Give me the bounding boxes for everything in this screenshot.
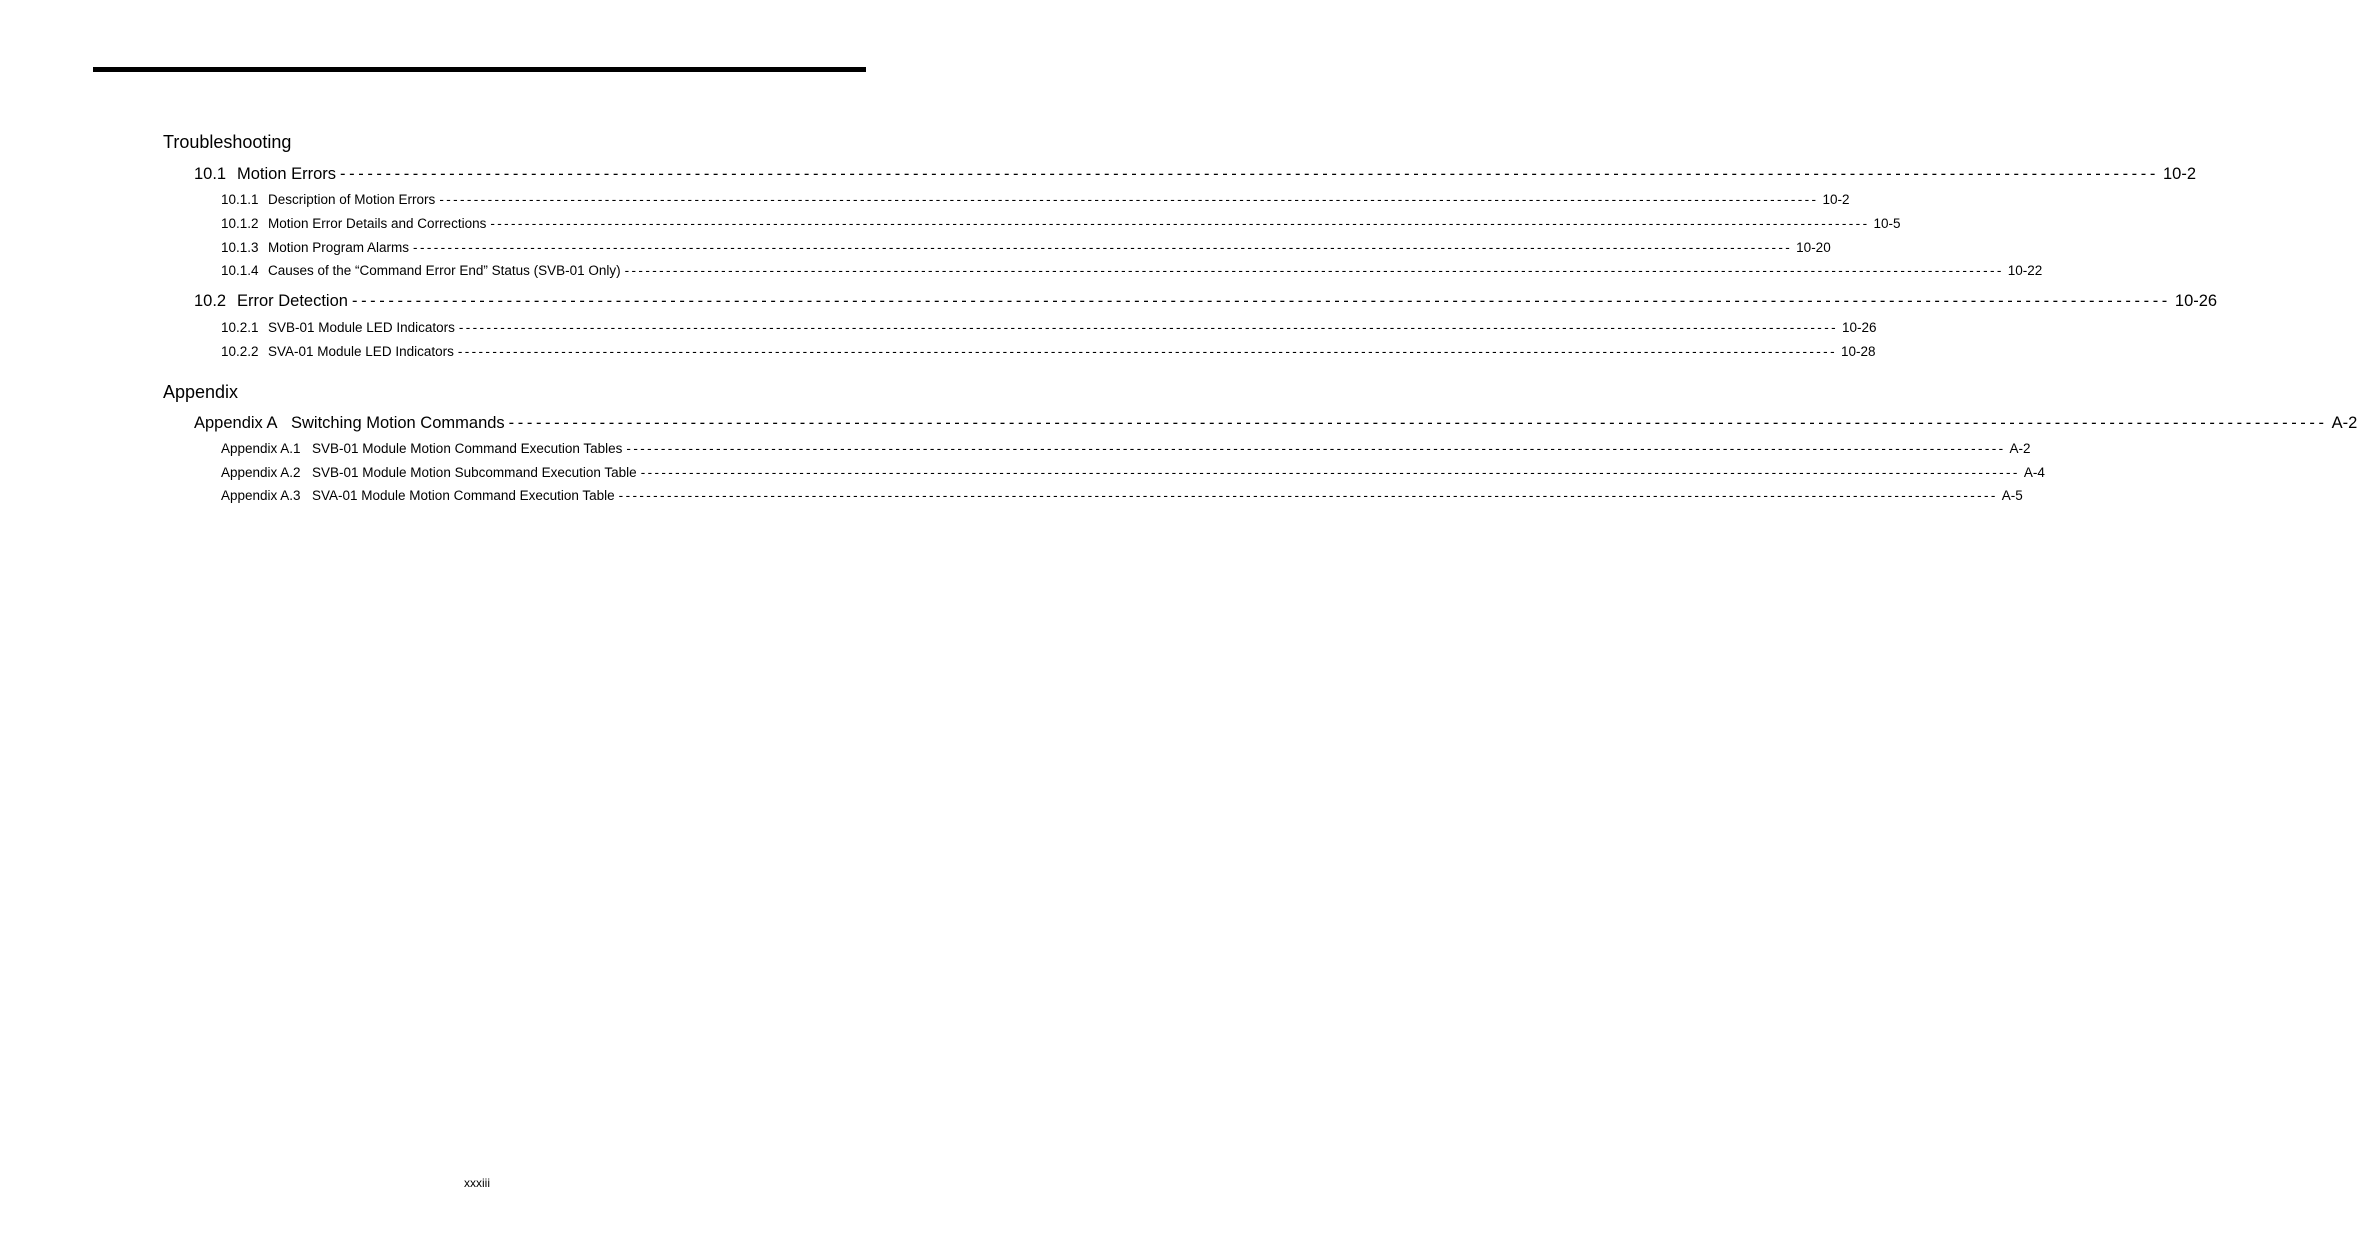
- toc-number: 10.1.4: [221, 263, 259, 278]
- toc-leader: --------------------------------------------------------------------------------------------------------------------------------------------------------------------------------------------------------: [508, 414, 2328, 432]
- toc-entry-appendix-a-2[interactable]: [221, 465, 2045, 480]
- toc-page: 10-2: [2162, 165, 2196, 183]
- toc-number: Appendix A.1: [221, 441, 301, 456]
- toc-leader: --------------------------------------------------------------------------------------------------------------------------------------------------------------------------------------------------------: [340, 165, 2159, 183]
- toc-number: 10.2.1: [221, 320, 259, 335]
- toc-entry-10-2-2[interactable]: [221, 344, 1876, 359]
- toc-number: 10.2.2: [221, 344, 259, 359]
- toc-entry-appendix-a-3[interactable]: [221, 488, 2023, 503]
- toc-title: Description of Motion Errors: [268, 192, 436, 207]
- toc-title: Causes of the “Command Error End” Status (SVB-01 Only): [268, 263, 621, 278]
- toc-entry-appendix-a[interactable]: [194, 414, 2357, 433]
- toc-entry-10-1-1[interactable]: [221, 192, 1850, 207]
- toc-number: 10.1.2: [221, 216, 259, 231]
- toc-entry-appendix-a-1[interactable]: [221, 441, 2031, 456]
- toc-title: SVB-01 Module Motion Subcommand Execution Table: [312, 465, 637, 480]
- section-heading-appendix: Appendix: [163, 382, 239, 402]
- toc-number: 10.1.1: [221, 192, 259, 207]
- toc-title: SVB-01 Module Motion Command Execution Tables: [312, 441, 623, 456]
- toc-title: Switching Motion Commands: [291, 414, 505, 432]
- toc-leader: --------------------------------------------------------------------------------------------------------------------------------------------------------------------------------------------------------: [624, 263, 2004, 278]
- toc-entry-10-1-4[interactable]: [221, 263, 2043, 278]
- toc-number: 10.1.3: [221, 240, 259, 255]
- toc-leader: --------------------------------------------------------------------------------------------------------------------------------------------------------------------------------------------------------: [458, 320, 1838, 335]
- toc-leader: --------------------------------------------------------------------------------------------------------------------------------------------------------------------------------------------------------: [457, 344, 1837, 359]
- toc-page: 10-2: [1822, 192, 1850, 207]
- toc-title: Motion Error Details and Corrections: [268, 216, 487, 231]
- toc-leader: --------------------------------------------------------------------------------------------------------------------------------------------------------------------------------------------------------: [618, 488, 1998, 503]
- toc-title: Motion Errors: [237, 165, 337, 183]
- toc-number: 10.1: [194, 165, 227, 183]
- toc-number: Appendix A.3: [221, 488, 301, 503]
- toc-number: 10.2: [194, 292, 227, 310]
- toc-page: A-5: [2001, 488, 2023, 503]
- toc-leader: --------------------------------------------------------------------------------------------------------------------------------------------------------------------------------------------------------: [351, 292, 2171, 310]
- toc-title: SVA-01 Module Motion Command Execution Table: [312, 488, 615, 503]
- top-rule: [93, 67, 866, 72]
- toc-page: 10-26: [1841, 320, 1877, 335]
- toc-page: 10-26: [2174, 292, 2218, 310]
- toc-page: 10-5: [1873, 216, 1901, 231]
- toc-number: Appendix A: [194, 414, 278, 432]
- toc-entry-10-1-2[interactable]: [221, 216, 1901, 231]
- toc-entry-10-1[interactable]: [194, 165, 2196, 184]
- toc-leader: --------------------------------------------------------------------------------------------------------------------------------------------------------------------------------------------------------: [640, 465, 2020, 480]
- toc-page: A-4: [2023, 465, 2045, 480]
- page-number: xxxiii: [464, 1176, 490, 1190]
- toc-page: A-2: [2009, 441, 2031, 456]
- toc-page: 10-22: [2007, 263, 2043, 278]
- toc-leader: --------------------------------------------------------------------------------------------------------------------------------------------------------------------------------------------------------: [439, 192, 1819, 207]
- toc-title: Error Detection: [237, 292, 348, 310]
- toc-number: Appendix A.2: [221, 465, 301, 480]
- toc-title: SVA-01 Module LED Indicators: [268, 344, 454, 359]
- toc-leader: --------------------------------------------------------------------------------------------------------------------------------------------------------------------------------------------------------: [413, 240, 1793, 255]
- toc-entry-10-1-3[interactable]: [221, 240, 1831, 255]
- toc-leader: --------------------------------------------------------------------------------------------------------------------------------------------------------------------------------------------------------: [490, 216, 1870, 231]
- toc-entry-10-2[interactable]: [194, 292, 2218, 311]
- toc-entry-10-2-1[interactable]: [221, 320, 1877, 335]
- toc-page: 10-28: [1840, 344, 1876, 359]
- toc-title: Motion Program Alarms: [268, 240, 410, 255]
- toc-page: A-2: [2331, 414, 2357, 432]
- toc-page: 10-20: [1796, 240, 1831, 255]
- toc-title: SVB-01 Module LED Indicators: [268, 320, 455, 335]
- toc-leader: --------------------------------------------------------------------------------------------------------------------------------------------------------------------------------------------------------: [626, 441, 2006, 456]
- section-heading-troubleshooting: Troubleshooting: [163, 132, 292, 152]
